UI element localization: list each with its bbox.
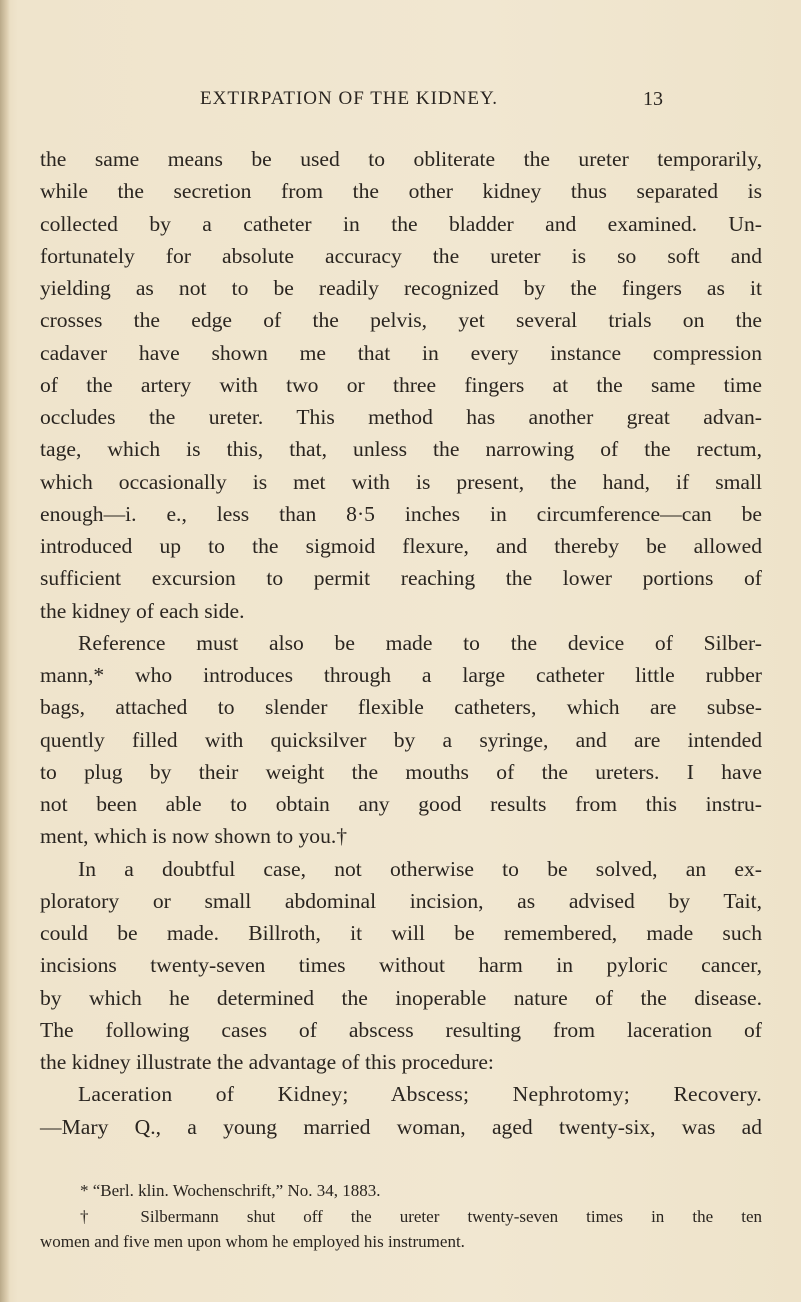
case-heading: Laceration of Kidney; Abscess; Nephrotomy; Recovery. (78, 1082, 762, 1107)
text-line: ploratory or small abdominal incision, as advised by Tait, (40, 888, 762, 913)
text-line: fortunately for absolute accuracy the ureter is so soft and (40, 243, 762, 268)
text-line: bags, attached to slender flexible catheters, which are subse- (40, 695, 762, 720)
text-line: occludes the ureter. This method has another great advan- (40, 405, 762, 429)
footnote-line: * “Berl. klin. Wochenschrift,” No. 34, 1883. (80, 1181, 381, 1200)
text-line: In a doubtful case, not otherwise to be solved, an ex- (78, 856, 762, 881)
text-line: ment, which is now shown to you.† (40, 824, 348, 849)
footnote-line: † Silbermann shut off the ureter twenty-seven times in the ten (80, 1206, 762, 1226)
text-line: to plug by their weight the mouths of the ureters. I have (40, 759, 762, 784)
text-line: —Mary Q., a young married woman, aged twenty-six, was ad (40, 1114, 762, 1139)
text-line: The following cases of abscess resulting from laceration of (40, 1017, 762, 1042)
body-text (40, 143, 762, 1143)
text-line: crosses the edge of the pelvis, yet several trials on the (40, 308, 762, 333)
text-line: by which he determined the inoperable nature of the disease. (40, 985, 762, 1010)
text-line: could be made. Billroth, it will be remembered, made such (40, 921, 762, 945)
text-line: collected by a catheter in the bladder and examined. Un- (40, 211, 762, 236)
footnote-line: women and five men upon whom he employed his instrument. (40, 1232, 465, 1251)
text-line: Reference must also be made to the device of Silber- (78, 630, 762, 655)
text-line: quently filled with quicksilver by a syringe, and are intended (40, 727, 762, 752)
text-line: which occasionally is met with is present, the hand, if small (40, 469, 762, 494)
page-number: 13 (643, 88, 663, 110)
text-line: incisions twenty-seven times without harm in pyloric cancer, (40, 953, 762, 978)
page-binding-edge (0, 0, 10, 1302)
running-title: EXTIRPATION OF THE KIDNEY. (200, 88, 498, 109)
text-line: yielding as not to be readily recognized by the fingers as it (40, 276, 762, 300)
text-line: the same means be used to obliterate the ureter temporarily, (40, 147, 762, 171)
footnotes (40, 1178, 762, 1255)
text-line: the kidney illustrate the advantage of this procedure: (40, 1050, 494, 1074)
running-head (0, 88, 801, 118)
text-line: the kidney of each side. (40, 598, 245, 623)
text-line: tage, which is this, that, unless the narrowing of the rectum, (40, 437, 762, 462)
text-line: while the secretion from the other kidney thus separated is (40, 179, 762, 204)
text-line: sufficient excursion to permit reaching the lower portions of (40, 566, 762, 591)
text-line: cadaver have shown me that in every instance compression (40, 340, 762, 365)
text-line: mann,* who introduces through a large catheter little rubber (40, 663, 762, 687)
text-line: enough—i. e., less than 8·5 inches in circumference—can be (40, 501, 762, 526)
text-line: introduced up to the sigmoid flexure, and thereby be allowed (40, 534, 762, 558)
text-line: not been able to obtain any good results from this instru- (40, 792, 762, 816)
text-line: of the artery with two or three fingers at the same time (40, 372, 762, 397)
